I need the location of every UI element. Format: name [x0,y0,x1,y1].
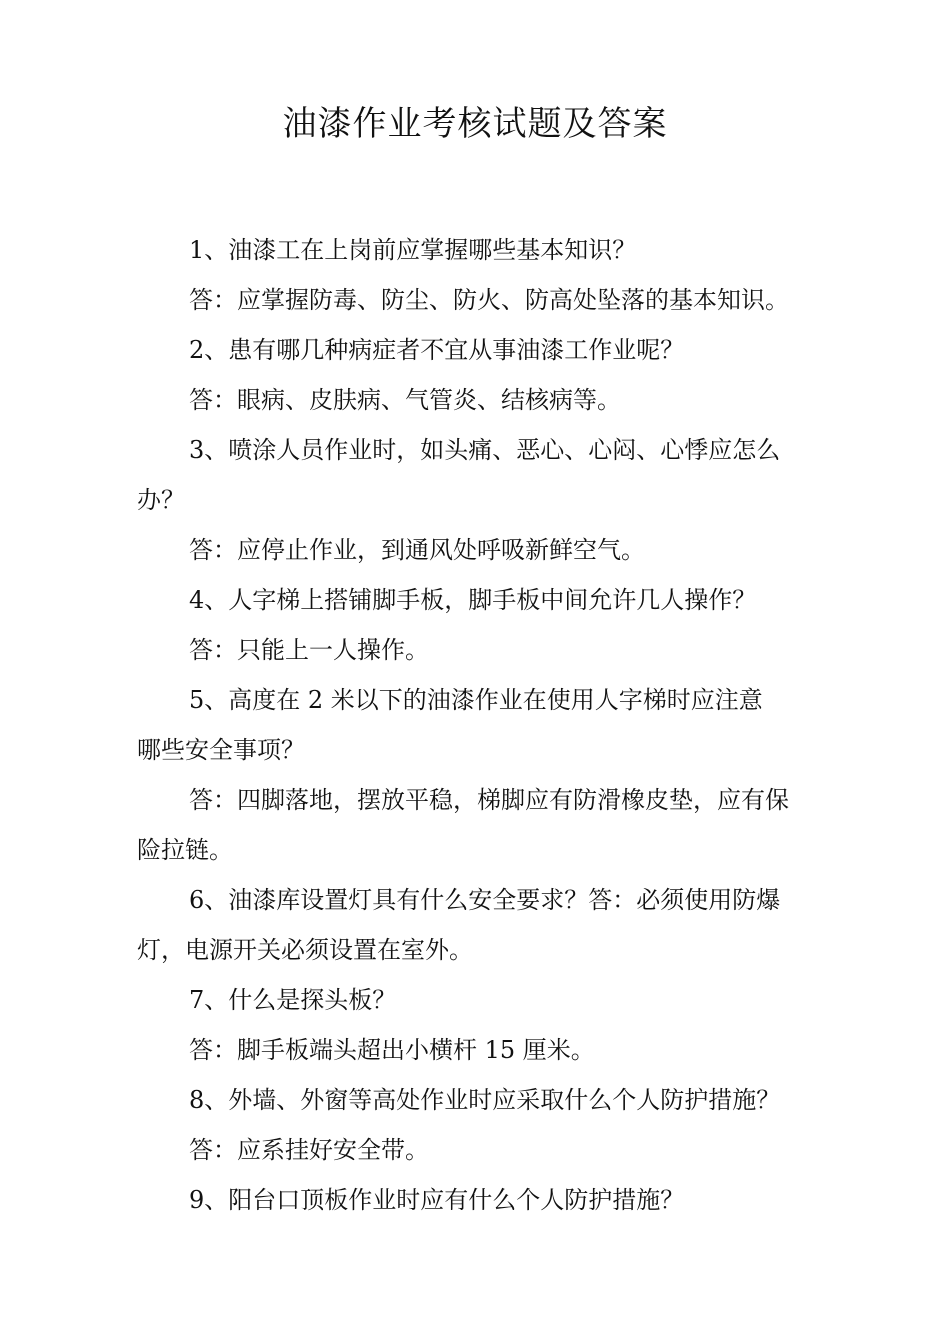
paragraph-line: 8、外墙、外窗等高处作业时应采取什么个人防护措施？ [189,1086,781,1114]
answer-4 [137,625,837,675]
answer-2 [137,375,837,425]
paragraph-line: 1、油漆工在上岗前应掌握哪些基本知识？ [189,236,637,264]
answer-5 [137,775,837,875]
paragraph-line: 7、什么是探头板？ [189,986,397,1014]
question-4 [137,575,837,625]
paragraph-line: 5、高度在 2 米以下的油漆作业在使用人字梯时应注意 [189,686,763,714]
paragraph-continuation-line: 灯，电源开关必须设置在室外。 [137,936,473,964]
question-1 [137,225,837,275]
question-2 [137,325,837,375]
question-9 [137,1175,837,1225]
paragraph-line: 9、阳台口顶板作业时应有什么个人防护措施？ [189,1186,685,1214]
answer-1 [137,275,837,325]
paragraph-line: 答：只能上一人操作。 [189,636,429,664]
paragraph-line: 答：应掌握防毒、防尘、防火、防高处坠落的基本知识。 [189,286,789,314]
paragraph-line: 2、患有哪几种病症者不宜从事油漆工作业呢？ [189,336,685,364]
paragraph-line: 答：四脚落地，摆放平稳，梯脚应有防滑橡皮垫，应有保 [189,786,789,814]
question-8 [137,1075,837,1125]
paragraph-line: 答：应系挂好安全带。 [189,1136,429,1164]
paragraph-line: 4、人字梯上搭铺脚手板，脚手板中间允许几人操作？ [189,586,757,614]
question-3 [137,425,837,525]
paragraph-continuation-line: 办？ [137,486,185,514]
document-title: 油漆作业考核试题及答案 [282,104,668,144]
paragraph-continuation-line: 哪些安全事项？ [137,736,305,764]
answer-3 [137,525,837,575]
paragraph-line: 答：脚手板端头超出小横杆 15 厘米。 [189,1036,595,1064]
paragraph-line: 答：应停止作业，到通风处呼吸新鲜空气。 [189,536,645,564]
answer-7 [137,1025,837,1075]
paragraph-continuation-line: 险拉链。 [137,836,233,864]
question-7 [137,975,837,1025]
answer-8 [137,1125,837,1175]
document-body [137,225,837,1225]
paragraph-line: 6、油漆库设置灯具有什么安全要求？答：必须使用防爆 [189,886,781,914]
paragraph-line: 3、喷涂人员作业时，如头痛、恶心、心闷、心悸应怎么 [189,436,781,464]
question-answer-6 [137,875,837,975]
paragraph-line: 答：眼病、皮肤病、气管炎、结核病等。 [189,386,621,414]
question-5 [137,675,837,775]
